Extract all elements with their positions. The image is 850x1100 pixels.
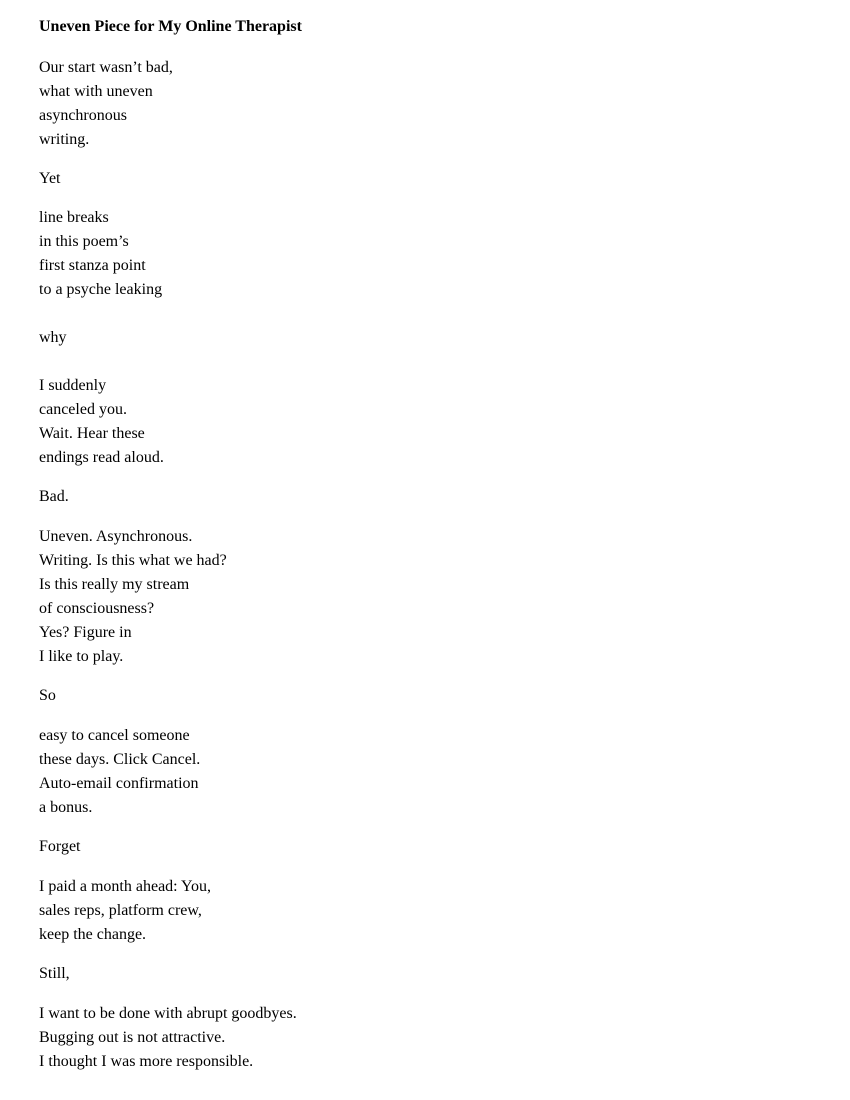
poem-line: writing.	[39, 131, 90, 148]
poem-line: I paid a month ahead: You,	[39, 878, 211, 895]
stanza	[39, 835, 80, 859]
poem-line: I like to play.	[39, 648, 124, 665]
poem-line: Yet	[39, 170, 61, 187]
stanza	[39, 684, 56, 708]
poem-line: Auto-email confirmation	[39, 775, 199, 792]
poem-line: Wait. Hear these	[39, 425, 145, 442]
poem-line: endings read aloud.	[39, 449, 164, 466]
stanza	[39, 875, 211, 947]
poem-line: line breaks	[39, 209, 109, 226]
poem-line: So	[39, 687, 56, 704]
poem-line: first stanza point	[39, 257, 146, 274]
poem-line: I suddenly	[39, 377, 107, 394]
stanza	[39, 326, 67, 350]
poem-line: why	[39, 329, 67, 346]
poem-line: I want to be done with abrupt goodbyes.	[39, 1005, 297, 1022]
poem-line: sales reps, platform crew,	[39, 902, 202, 919]
poem-title: Uneven Piece for My Online Therapist	[39, 18, 302, 35]
stanza	[39, 206, 162, 302]
poem-line: easy to cancel someone	[39, 727, 190, 744]
poem-line: asynchronous	[39, 107, 127, 124]
poem-line: Our start wasn’t bad,	[39, 59, 173, 76]
poem-line: keep the change.	[39, 926, 147, 943]
poem-line: Bugging out is not attractive.	[39, 1029, 226, 1046]
poem-line: these days. Click Cancel.	[39, 751, 201, 768]
stanza	[39, 167, 61, 191]
stanza	[39, 525, 227, 669]
stanza	[39, 1002, 297, 1074]
poem-line: Uneven. Asynchronous.	[39, 528, 193, 545]
poem-line: Forget	[39, 838, 81, 855]
stanza	[39, 962, 70, 986]
poem-line: canceled you.	[39, 401, 127, 418]
stanza	[39, 724, 200, 820]
poem-line: Writing. Is this what we had?	[39, 552, 227, 569]
poem-line: what with uneven	[39, 83, 153, 100]
poem-line: to a psyche leaking	[39, 281, 163, 298]
stanza	[39, 374, 164, 470]
stanza	[39, 56, 173, 152]
poem-line: a bonus.	[39, 799, 93, 816]
stanza	[39, 485, 69, 509]
poem-line: Still,	[39, 965, 70, 982]
poem-line: of consciousness?	[39, 600, 155, 617]
poem-line: I thought I was more responsible.	[39, 1053, 254, 1070]
poem-line: Is this really my stream	[39, 576, 190, 593]
poem-line: Bad.	[39, 488, 69, 505]
poem-line: Yes? Figure in	[39, 624, 132, 641]
poem-line: in this poem’s	[39, 233, 129, 250]
